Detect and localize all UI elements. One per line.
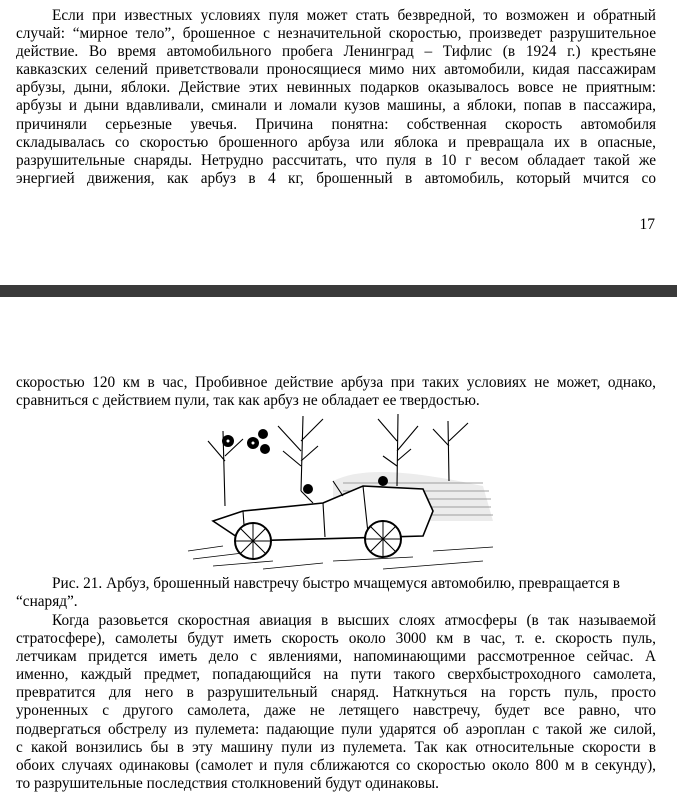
paragraph-stratosphere: [16, 612, 656, 793]
paragraph-continuation: [16, 374, 656, 410]
text-line: арбузы и дыни вдавливали, сминали и ломали кузов машины, а яблоки, попав в пассажира,: [16, 97, 656, 115]
page-number: 17: [639, 216, 655, 233]
text-line: сравниться с действием пули, так как арбуз не обладает ее твердостью.: [16, 392, 480, 410]
text-line: стратосфере), самолеты будут иметь скорость около 3000 км в час, т. е. скорость пуль,: [16, 630, 656, 648]
text-line: с какой вонзились бы в эту машину пули из пулемета. Так как относительные скорости в: [16, 738, 656, 756]
car-melon-drawing: [183, 411, 499, 574]
text-line: скоростью 120 км в час, Пробивное действие арбуза при таких условиях не может, однако,: [16, 374, 656, 391]
text-line: превратится для него в разрушительный снаряд. Наткнуться на горсть пуль, просто: [16, 684, 656, 702]
text-line: арбузы, дыни, яблоки. Действие этих невинных подарков оказывалось вовсе не приятным:: [16, 79, 656, 97]
text-line: действие. Во время автомобильного пробега Ленинград – Тифлис (в 1924 г.) крестьяне: [16, 43, 656, 61]
text-line: уроненных с другого самолета, даже не летящего навстречу, будет все равно, что: [16, 702, 656, 720]
text-line: именно, каждый предмет, попадающийся на пути такого сверхбыстроходного самолета,: [16, 666, 656, 684]
text-line: случай: “мирное тело”, брошенное с незначительной скоростью, произведет разрушительное: [16, 25, 656, 43]
text-line: Когда разовьется скоростная авиация в высших слоях атмосферы (в так называемой: [52, 612, 656, 629]
paragraph-melon-bullet: [16, 7, 656, 188]
text-line: Если при известных условиях пуля может стать безвредной, то возможен и обратный: [52, 7, 656, 24]
text-line: причиняли серьезные увечья. Причина понятна: собственная скорость автомобиля: [16, 115, 656, 133]
text-line: энергией движения, как арбуз в 4 кг, брошенный в автомобиль, который мчится со: [16, 169, 656, 187]
text-line: складывалась со скоростью брошенного арбуза или яблока и превращала их в опасные,: [16, 133, 656, 151]
text-line: то разрушительные последствия столкновений будут одинаковы.: [16, 774, 439, 792]
text-line: кавказских селений приветствовали проносящиеся мимо них автомобили, кидая пассажирам: [16, 61, 656, 79]
text-line: подвергаться обстрелу из пулемета: падающие пули ударятся об аэроплан с такой же силой,: [16, 720, 656, 738]
figure-21-car-illustration: [183, 411, 499, 574]
page-17: [0, 0, 677, 285]
text-line: обоих случаях одинаковы (самолет и пуля сближаются со скоростью около 800 м в секунду),: [16, 756, 656, 774]
page-separator: [0, 285, 677, 297]
text-line: разрушительные снаряды. Нетрудно рассчитать, что пуля в 10 г весом обладает такой же: [16, 151, 656, 169]
text-line: летчикам придется иметь дело с явлениями, напоминающими рассмотренное сейчас. А: [16, 648, 656, 666]
caption-line: “снаряд”.: [16, 593, 78, 611]
caption-line: Рис. 21. Арбуз, брошенный навстречу быстро мчащемуся автомобилю, превращается в: [52, 575, 621, 592]
figure-caption: [16, 575, 656, 611]
